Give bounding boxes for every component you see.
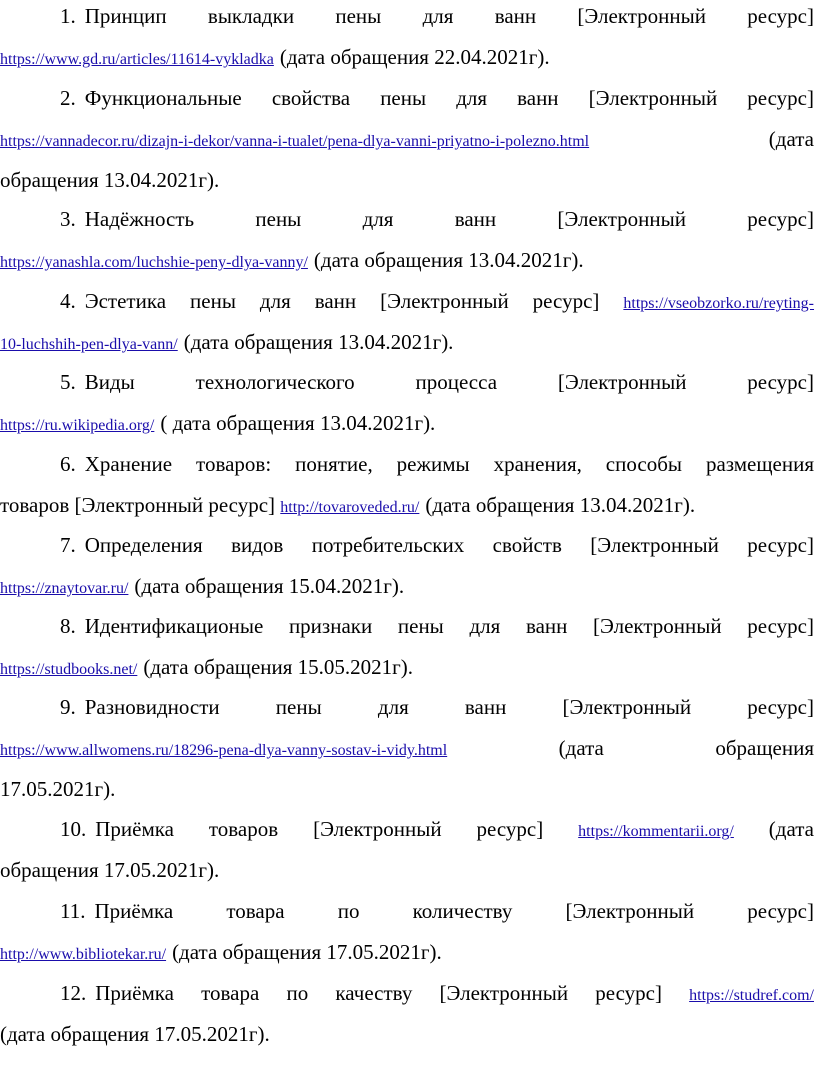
reference-item-1 (0, 0, 814, 78)
reference-access-date-cont: обращения 13.04.2021г). (0, 168, 220, 192)
reference-number: 3. (60, 207, 76, 231)
reference-line (0, 160, 814, 201)
reference-line (0, 322, 814, 363)
reference-item-6 (0, 444, 814, 526)
reference-line (0, 850, 814, 891)
reference-access-date-cont: 17.05.2021г). (0, 777, 116, 801)
reference-item-3 (0, 199, 814, 281)
reference-title: Принцип выкладки пены для ванн [Электронный ресурс] (84, 4, 814, 28)
reference-access-date: (дата обращения 17.05.2021г). (172, 940, 442, 964)
reference-line (0, 485, 814, 526)
reference-line (0, 1014, 814, 1055)
reference-line (0, 769, 814, 810)
reference-number: 12. (60, 981, 87, 1005)
reference-link[interactable]: https://yanashla.com/luchshie-peny-dlya-vanny/ (0, 254, 308, 271)
reference-item-9 (0, 687, 814, 810)
reference-link[interactable]: https://ru.wikipedia.org/ (0, 417, 155, 434)
reference-title: Надёжность пены для ванн [Электронный ресурс] (84, 207, 814, 231)
reference-item-7 (0, 525, 814, 607)
reference-link[interactable]: http://tovaroveded.ru/ (280, 499, 420, 516)
reference-access-date: (дата обращения (558, 736, 814, 760)
reference-line (0, 78, 814, 119)
reference-line (0, 119, 814, 160)
reference-number: 10. (60, 817, 87, 841)
reference-link[interactable]: https://www.allwomens.ru/18296-pena-dlya-vanny-sostav-i-vidy.html (0, 742, 448, 759)
reference-title: Хранение товаров: понятие, режимы хранения, способы размещения (84, 452, 814, 476)
reference-line (0, 281, 814, 322)
reference-title: Виды технологического процесса [Электронный ресурс] (84, 370, 814, 394)
reference-line (0, 37, 814, 78)
reference-link[interactable]: https://studref.com/ (689, 987, 814, 1004)
reference-item-5 (0, 362, 814, 444)
reference-number: 4. (60, 289, 76, 313)
reference-access-date: (дата (768, 127, 814, 151)
reference-line (0, 0, 814, 37)
reference-line (0, 973, 814, 1014)
reference-title: Функциональные свойства пены для ванн [Электронный ресурс] (84, 86, 814, 110)
reference-number: 9. (60, 695, 76, 719)
reference-number: 8. (60, 614, 76, 638)
reference-title: Эстетика пены для ванн [Электронный ресурс] (84, 289, 600, 313)
reference-line (0, 891, 814, 932)
reference-line (0, 199, 814, 240)
reference-line (0, 403, 814, 444)
reference-line (0, 932, 814, 973)
reference-link[interactable]: http://www.bibliotekar.ru/ (0, 946, 167, 963)
reference-title: Приёмка товаров [Электронный ресурс] (95, 817, 544, 841)
reference-link[interactable]: https://vseobzorko.ru/reyting- (623, 295, 815, 312)
reference-link[interactable]: https://studbooks.net/ (0, 661, 138, 678)
reference-line (0, 444, 814, 485)
reference-number: 2. (60, 86, 76, 110)
reference-title: Приёмка товара по качеству [Электронный ресурс] (95, 981, 662, 1005)
reference-access-date: (дата обращения 13.04.2021г). (183, 330, 454, 354)
reference-link[interactable]: https://vannadecor.ru/dizajn-i-dekor/vanna-i-tualet/pena-dlya-vanni-priyatno-i-polezno.html (0, 133, 590, 150)
reference-link-cont[interactable]: 10-luchshih-pen-dlya-vann/ (0, 336, 178, 353)
reference-line (0, 525, 814, 566)
reference-item-4 (0, 281, 814, 363)
reference-line (0, 240, 814, 281)
reference-access-date-cont: обращения 17.05.2021г). (0, 858, 220, 882)
reference-line (0, 566, 814, 607)
reference-access-date: (дата (768, 817, 815, 841)
reference-access-date: (дата обращения 17.05.2021г). (0, 1022, 270, 1046)
reference-access-date: (дата обращения 15.04.2021г). (134, 574, 405, 598)
reference-item-10 (0, 809, 814, 891)
reference-item-2 (0, 78, 814, 201)
reference-title: Идентификационые признаки пены для ванн [Электронный ресурс] (84, 614, 814, 638)
reference-access-date: (дата обращения 22.04.2021г). (279, 45, 550, 69)
reference-link[interactable]: https://kommentarii.org/ (578, 823, 734, 840)
reference-item-12 (0, 973, 814, 1055)
reference-number: 7. (60, 533, 76, 557)
reference-access-date: (дата обращения 15.05.2021г). (143, 655, 414, 679)
reference-line (0, 728, 814, 769)
reference-number: 5. (60, 370, 76, 394)
reference-link[interactable]: https://znaytovar.ru/ (0, 580, 129, 597)
reference-item-8 (0, 606, 814, 688)
reference-number: 1. (60, 4, 76, 28)
reference-title: Разновидности пены для ванн [Электронный ресурс] (84, 695, 814, 719)
reference-title: Приёмка товара по количеству [Электронный ресурс] (94, 899, 814, 923)
reference-item-11 (0, 891, 814, 973)
reference-access-date: (дата обращения 13.04.2021г). (425, 493, 696, 517)
reference-access-date: ( дата обращения 13.04.2021г). (160, 411, 436, 435)
reference-line (0, 606, 814, 647)
reference-line (0, 809, 814, 850)
reference-line (0, 362, 814, 403)
reference-title: Определения видов потребительских свойств [Электронный ресурс] (84, 533, 814, 557)
reference-number: 6. (60, 452, 76, 476)
reference-access-date: (дата обращения 13.04.2021г). (313, 248, 584, 272)
reference-number: 11. (60, 899, 86, 923)
reference-line (0, 687, 814, 728)
reference-line (0, 647, 814, 688)
reference-link[interactable]: https://www.gd.ru/articles/11614-vykladka (0, 51, 274, 68)
reference-title-cont: товаров [Электронный ресурс] (0, 493, 276, 517)
